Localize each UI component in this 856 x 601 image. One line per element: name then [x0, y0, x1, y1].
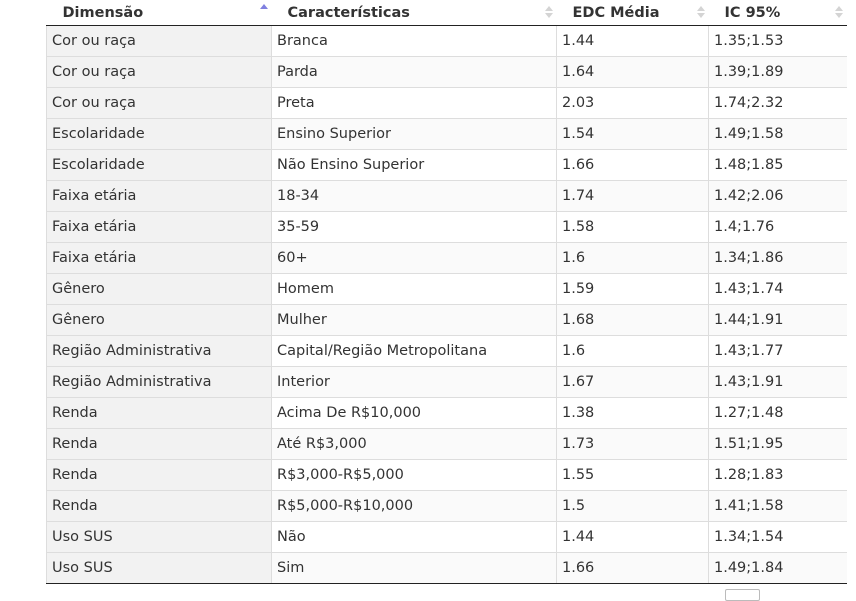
cell-ic-95: 1.41;1.58 — [709, 491, 847, 522]
table-row — [47, 305, 847, 336]
cell-caracteristicas: Branca — [272, 26, 557, 57]
cell-ic-95: 1.43;1.91 — [709, 367, 847, 398]
cell-edc-media: 1.55 — [557, 460, 709, 491]
cell-dimensao: Gênero — [47, 274, 272, 305]
cell-edc-media: 1.6 — [557, 243, 709, 274]
table-row — [47, 181, 847, 212]
cell-edc-media: 1.59 — [557, 274, 709, 305]
cell-caracteristicas: Preta — [272, 88, 557, 119]
cell-dimensao: Renda — [47, 429, 272, 460]
cell-caracteristicas: R$5,000-R$10,000 — [272, 491, 557, 522]
column-header-label: Dimensão — [62, 4, 144, 21]
table-row — [47, 398, 847, 429]
table-header — [47, 0, 847, 26]
table-row — [47, 57, 847, 88]
cell-dimensao: Cor ou raça — [47, 26, 272, 57]
table-row — [47, 243, 847, 274]
cell-ic-95: 1.4;1.76 — [709, 212, 847, 243]
cell-edc-media: 1.67 — [557, 367, 709, 398]
cell-ic-95: 1.43;1.74 — [709, 274, 847, 305]
cell-ic-95: 1.74;2.32 — [709, 88, 847, 119]
cell-ic-95: 1.49;1.84 — [709, 553, 847, 584]
cell-ic-95: 1.34;1.54 — [709, 522, 847, 553]
cell-edc-media: 1.5 — [557, 491, 709, 522]
cell-dimensao: Faixa etária — [47, 212, 272, 243]
table-row — [47, 336, 847, 367]
table-row — [47, 119, 847, 150]
cell-edc-media: 1.6 — [557, 336, 709, 367]
table-row — [47, 429, 847, 460]
cell-edc-media: 2.03 — [557, 88, 709, 119]
cell-edc-media: 1.74 — [557, 181, 709, 212]
cell-edc-media: 1.38 — [557, 398, 709, 429]
column-header-ic-95[interactable] — [709, 0, 847, 26]
cell-dimensao: Faixa etária — [47, 243, 272, 274]
cell-dimensao: Uso SUS — [47, 553, 272, 584]
cell-ic-95: 1.43;1.77 — [709, 336, 847, 367]
table-body — [47, 26, 847, 584]
column-header-label: Características — [287, 4, 410, 21]
sort-icon[interactable] — [697, 4, 705, 20]
table-row — [47, 491, 847, 522]
table-row — [47, 150, 847, 181]
cell-edc-media: 1.73 — [557, 429, 709, 460]
table-row — [47, 367, 847, 398]
cell-ic-95: 1.49;1.58 — [709, 119, 847, 150]
cell-ic-95: 1.28;1.83 — [709, 460, 847, 491]
table-row — [47, 212, 847, 243]
column-header-label: IC 95% — [724, 4, 781, 21]
cell-caracteristicas: Interior — [272, 367, 557, 398]
table-row — [47, 26, 847, 57]
cell-caracteristicas: Parda — [272, 57, 557, 88]
cell-caracteristicas: Não Ensino Superior — [272, 150, 557, 181]
cell-dimensao: Escolaridade — [47, 150, 272, 181]
column-header-caracteristicas[interactable] — [272, 0, 557, 26]
cell-dimensao: Região Administrativa — [47, 336, 272, 367]
sort-ascending-icon[interactable] — [260, 4, 268, 20]
cell-edc-media: 1.66 — [557, 553, 709, 584]
cell-caracteristicas: Até R$3,000 — [272, 429, 557, 460]
cell-caracteristicas: R$3,000-R$5,000 — [272, 460, 557, 491]
cell-edc-media: 1.54 — [557, 119, 709, 150]
cell-caracteristicas: 18-34 — [272, 181, 557, 212]
cell-dimensao: Cor ou raça — [47, 88, 272, 119]
data-table — [46, 0, 847, 584]
page-size-select[interactable] — [725, 589, 760, 601]
table-row — [47, 522, 847, 553]
cell-dimensao: Renda — [47, 398, 272, 429]
cell-caracteristicas: Capital/Região Metropolitana — [272, 336, 557, 367]
cell-edc-media: 1.66 — [557, 150, 709, 181]
cell-ic-95: 1.27;1.48 — [709, 398, 847, 429]
cell-ic-95: 1.48;1.85 — [709, 150, 847, 181]
cell-dimensao: Gênero — [47, 305, 272, 336]
cell-caracteristicas: 60+ — [272, 243, 557, 274]
cell-caracteristicas: Não — [272, 522, 557, 553]
header-row — [47, 0, 847, 26]
cell-caracteristicas: Sim — [272, 553, 557, 584]
cell-edc-media: 1.68 — [557, 305, 709, 336]
sort-icon[interactable] — [545, 4, 553, 20]
sort-icon[interactable] — [835, 4, 843, 20]
cell-ic-95: 1.39;1.89 — [709, 57, 847, 88]
column-header-edc-media[interactable] — [557, 0, 709, 26]
table-row — [47, 274, 847, 305]
table-row — [47, 460, 847, 491]
cell-caracteristicas: Acima De R$10,000 — [272, 398, 557, 429]
cell-ic-95: 1.44;1.91 — [709, 305, 847, 336]
column-header-label: EDC Média — [572, 4, 660, 21]
cell-caracteristicas: Homem — [272, 274, 557, 305]
cell-caracteristicas: 35-59 — [272, 212, 557, 243]
cell-dimensao: Renda — [47, 491, 272, 522]
table-row — [47, 553, 847, 584]
cell-ic-95: 1.42;2.06 — [709, 181, 847, 212]
cell-caracteristicas: Ensino Superior — [272, 119, 557, 150]
cell-dimensao: Região Administrativa — [47, 367, 272, 398]
cell-dimensao: Uso SUS — [47, 522, 272, 553]
data-table-container — [46, 0, 846, 584]
cell-dimensao: Escolaridade — [47, 119, 272, 150]
cell-edc-media: 1.58 — [557, 212, 709, 243]
column-header-dimensao[interactable] — [47, 0, 272, 26]
cell-ic-95: 1.34;1.86 — [709, 243, 847, 274]
cell-ic-95: 1.51;1.95 — [709, 429, 847, 460]
cell-edc-media: 1.44 — [557, 522, 709, 553]
cell-edc-media: 1.44 — [557, 26, 709, 57]
cell-dimensao: Cor ou raça — [47, 57, 272, 88]
cell-edc-media: 1.64 — [557, 57, 709, 88]
table-row — [47, 88, 847, 119]
cell-ic-95: 1.35;1.53 — [709, 26, 847, 57]
cell-dimensao: Faixa etária — [47, 181, 272, 212]
cell-caracteristicas: Mulher — [272, 305, 557, 336]
cell-dimensao: Renda — [47, 460, 272, 491]
